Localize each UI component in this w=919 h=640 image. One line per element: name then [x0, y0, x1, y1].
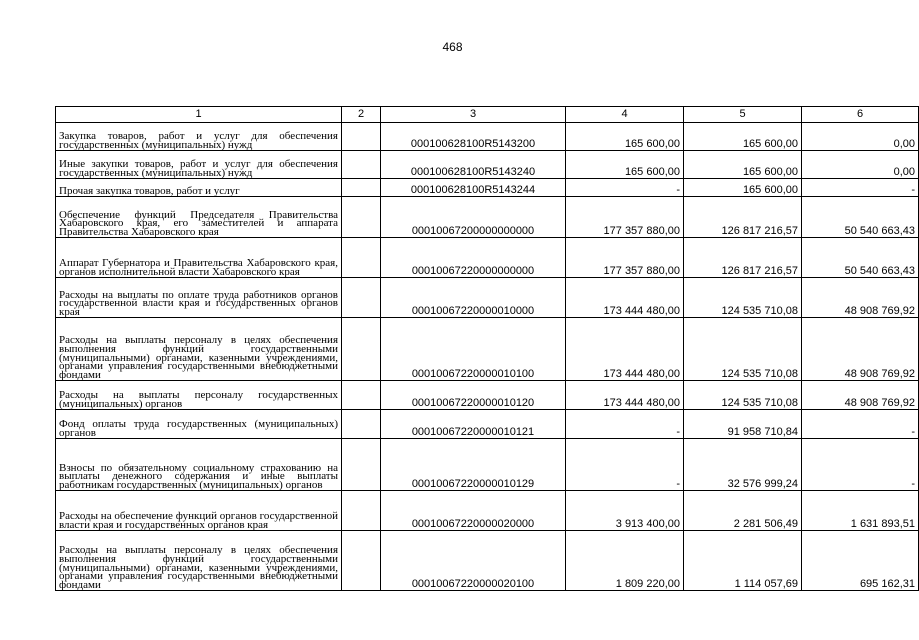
row-name: Расходы на обеспечение функций органов государственной власти края и государственных органов края [56, 491, 342, 531]
row-value-6: - [802, 179, 919, 197]
row-value-5: 124 535 710,08 [684, 278, 802, 318]
row-value-5: 124 535 710,08 [684, 318, 802, 381]
row-value-6: - [802, 410, 919, 439]
row-value-4: 173 444 480,00 [566, 318, 684, 381]
row-value-6: 0,00 [802, 123, 919, 151]
row-name: Взносы по обязательному социальному страхованию на выплаты денежного содержания и иные выплаты работникам государственных (муниципальных) органов [56, 439, 342, 491]
header-col-5: 5 [684, 107, 802, 123]
row-col2 [342, 491, 381, 531]
row-value-4: 165 600,00 [566, 151, 684, 179]
table-row [56, 123, 919, 151]
row-name: Обеспечение функций Председателя Правительства Хабаровского края, его заместителей и аппарата Правительства Хабаровского края [56, 197, 342, 238]
row-value-5: 2 281 506,49 [684, 491, 802, 531]
table-row [56, 381, 919, 410]
table-row [56, 439, 919, 491]
header-col-1: 1 [56, 107, 342, 123]
row-code: 00010067220000010120 [381, 381, 566, 410]
table-row [56, 531, 919, 591]
row-name: Расходы на выплаты персоналу в целях обеспечения выполнения функций государственными (муниципальными) органами, казенными учреждениями, органами управления государственными внебюджетными фондами [56, 531, 342, 591]
table-row [56, 238, 919, 278]
row-value-5: 32 576 999,24 [684, 439, 802, 491]
row-value-5: 126 817 216,57 [684, 238, 802, 278]
header-col-3: 3 [381, 107, 566, 123]
row-value-4: 177 357 880,00 [566, 197, 684, 238]
row-value-4: 1 809 220,00 [566, 531, 684, 591]
row-name: Прочая закупка товаров, работ и услуг [56, 179, 342, 197]
row-col2 [342, 439, 381, 491]
row-code: 00010067220000010000 [381, 278, 566, 318]
row-col2 [342, 531, 381, 591]
row-value-6: 48 908 769,92 [802, 318, 919, 381]
row-name: Расходы на выплаты персоналу в целях обеспечения выполнения функций государственными (муниципальными) органами, казенными учреждениями, органами управления государственными внебюджетными фондами [56, 318, 342, 381]
row-code: 00010067220000020000 [381, 491, 566, 531]
row-name: Фонд оплаты труда государственных (муниципальных) органов [56, 410, 342, 439]
table-row [56, 197, 919, 238]
row-name: Расходы на выплаты персоналу государственных (муниципальных) органов [56, 381, 342, 410]
budget-execution-table [55, 106, 919, 591]
row-col2 [342, 278, 381, 318]
row-value-6: 48 908 769,92 [802, 381, 919, 410]
row-value-5: 165 600,00 [684, 123, 802, 151]
header-col-2: 2 [342, 107, 381, 123]
table-row [56, 179, 919, 197]
row-code: 00010067220000020100 [381, 531, 566, 591]
row-value-4: 165 600,00 [566, 123, 684, 151]
row-name: Закупка товаров, работ и услуг для обеспечения государственных (муниципальных) нужд [56, 123, 342, 151]
table-row [56, 278, 919, 318]
row-col2 [342, 410, 381, 439]
header-col-6: 6 [802, 107, 919, 123]
table-row [56, 151, 919, 179]
row-col2 [342, 151, 381, 179]
row-code: 000100628100R5143240 [381, 151, 566, 179]
row-value-4: 173 444 480,00 [566, 278, 684, 318]
row-col2 [342, 179, 381, 197]
page-number: 468 [442, 40, 463, 54]
table-row [56, 318, 919, 381]
row-value-4: - [566, 410, 684, 439]
row-value-4: - [566, 179, 684, 197]
row-value-5: 124 535 710,08 [684, 381, 802, 410]
row-code: 00010067200000000000 [381, 197, 566, 238]
row-value-5: 165 600,00 [684, 179, 802, 197]
row-value-4: 177 357 880,00 [566, 238, 684, 278]
row-value-6: 50 540 663,43 [802, 197, 919, 238]
row-name: Расходы на выплаты по оплате труда работников органов государственной власти края и государственных органов края [56, 278, 342, 318]
row-col2 [342, 123, 381, 151]
row-col2 [342, 197, 381, 238]
row-code: 00010067220000000000 [381, 238, 566, 278]
table-row [56, 410, 919, 439]
row-name: Иные закупки товаров, работ и услуг для обеспечения государственных (муниципальных) нужд [56, 151, 342, 179]
row-value-4: 3 913 400,00 [566, 491, 684, 531]
row-value-6: 695 162,31 [802, 531, 919, 591]
row-value-5: 126 817 216,57 [684, 197, 802, 238]
header-col-4: 4 [566, 107, 684, 123]
row-value-5: 165 600,00 [684, 151, 802, 179]
table-header-row [56, 107, 919, 123]
row-code: 00010067220000010121 [381, 410, 566, 439]
row-value-5: 91 958 710,84 [684, 410, 802, 439]
row-name: Аппарат Губернатора и Правительства Хабаровского края, органов исполнительной власти Хабаровского края [56, 238, 342, 278]
row-value-6: - [802, 439, 919, 491]
row-value-6: 50 540 663,43 [802, 238, 919, 278]
row-value-4: - [566, 439, 684, 491]
row-code: 00010067220000010100 [381, 318, 566, 381]
row-value-6: 1 631 893,51 [802, 491, 919, 531]
row-value-5: 1 114 057,69 [684, 531, 802, 591]
row-code: 00010067220000010129 [381, 439, 566, 491]
row-code: 000100628100R5143244 [381, 179, 566, 197]
row-code: 000100628100R5143200 [381, 123, 566, 151]
row-col2 [342, 238, 381, 278]
table-row [56, 491, 919, 531]
row-value-6: 48 908 769,92 [802, 278, 919, 318]
row-col2 [342, 318, 381, 381]
row-col2 [342, 381, 381, 410]
row-value-6: 0,00 [802, 151, 919, 179]
row-value-4: 173 444 480,00 [566, 381, 684, 410]
